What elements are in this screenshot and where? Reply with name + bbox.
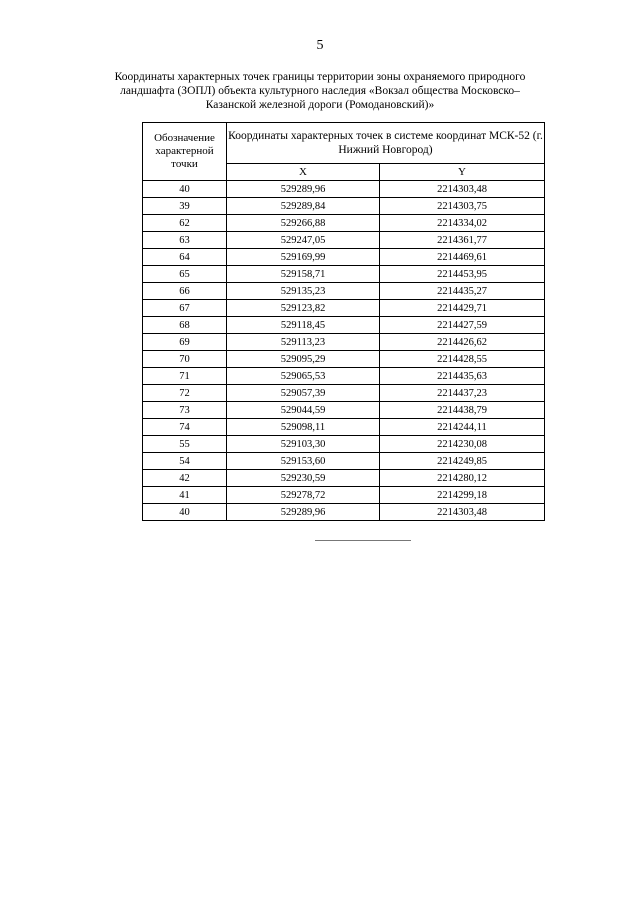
table-row xyxy=(143,453,545,470)
y-cell: 2214303,75 xyxy=(380,198,545,215)
x-cell: 529098,11 xyxy=(227,419,380,436)
x-cell: 529230,59 xyxy=(227,470,380,487)
y-cell: 2214299,18 xyxy=(380,487,545,504)
point-cell: 71 xyxy=(143,368,227,385)
x-cell: 529095,29 xyxy=(227,351,380,368)
point-cell: 54 xyxy=(143,453,227,470)
y-cell: 2214230,08 xyxy=(380,436,545,453)
point-cell: 67 xyxy=(143,300,227,317)
x-cell: 529289,96 xyxy=(227,504,380,521)
end-divider xyxy=(315,540,411,541)
table-row xyxy=(143,402,545,419)
x-cell: 529065,53 xyxy=(227,368,380,385)
x-cell: 529169,99 xyxy=(227,249,380,266)
point-cell: 70 xyxy=(143,351,227,368)
y-cell: 2214427,59 xyxy=(380,317,545,334)
point-cell: 42 xyxy=(143,470,227,487)
y-cell: 2214438,79 xyxy=(380,402,545,419)
table-row xyxy=(143,317,545,334)
y-cell: 2214303,48 xyxy=(380,504,545,521)
point-cell: 62 xyxy=(143,215,227,232)
y-cell: 2214437,23 xyxy=(380,385,545,402)
table-row xyxy=(143,334,545,351)
x-cell: 529289,84 xyxy=(227,198,380,215)
table-row xyxy=(143,266,545,283)
table-row xyxy=(143,487,545,504)
x-cell: 529153,60 xyxy=(227,453,380,470)
y-cell: 2214244,11 xyxy=(380,419,545,436)
point-cell: 69 xyxy=(143,334,227,351)
x-cell: 529289,96 xyxy=(227,181,380,198)
point-cell: 40 xyxy=(143,504,227,521)
point-cell: 73 xyxy=(143,402,227,419)
document-title: Координаты характерных точек границы территории зоны охраняемого природного ландшафта (ЗОПЛ) объекта культурного наследия «Вокзал общества Московско–Казанской железной дороги (Ромодановский)» xyxy=(114,71,526,111)
point-cell: 66 xyxy=(143,283,227,300)
x-cell: 529103,30 xyxy=(227,436,380,453)
table-row xyxy=(143,300,545,317)
x-cell: 529158,71 xyxy=(227,266,380,283)
y-cell: 2214426,62 xyxy=(380,334,545,351)
y-cell: 2214303,48 xyxy=(380,181,545,198)
page-number: 5 xyxy=(316,38,324,53)
header-point: Обозначение характерной точки xyxy=(143,123,227,181)
header-y: Y xyxy=(380,164,545,181)
table-row xyxy=(143,215,545,232)
x-cell: 529118,45 xyxy=(227,317,380,334)
y-cell: 2214429,71 xyxy=(380,300,545,317)
point-cell: 68 xyxy=(143,317,227,334)
x-cell: 529123,82 xyxy=(227,300,380,317)
point-cell: 40 xyxy=(143,181,227,198)
y-cell: 2214453,95 xyxy=(380,266,545,283)
header-x: X xyxy=(227,164,380,181)
header-coordinates: Координаты характерных точек в системе координат МСК-52 (г. Нижний Новгород) xyxy=(227,123,545,164)
table-row xyxy=(143,436,545,453)
point-cell: 74 xyxy=(143,419,227,436)
table-row xyxy=(143,181,545,198)
x-cell: 529044,59 xyxy=(227,402,380,419)
table-row xyxy=(143,351,545,368)
point-cell: 72 xyxy=(143,385,227,402)
x-cell: 529247,05 xyxy=(227,232,380,249)
x-cell: 529266,88 xyxy=(227,215,380,232)
y-cell: 2214361,77 xyxy=(380,232,545,249)
x-cell: 529278,72 xyxy=(227,487,380,504)
y-cell: 2214428,55 xyxy=(380,351,545,368)
table-row xyxy=(143,470,545,487)
x-cell: 529057,39 xyxy=(227,385,380,402)
table-body xyxy=(143,181,545,521)
y-cell: 2214280,12 xyxy=(380,470,545,487)
point-cell: 55 xyxy=(143,436,227,453)
table-row xyxy=(143,504,545,521)
table-row xyxy=(143,368,545,385)
point-cell: 64 xyxy=(143,249,227,266)
table-row xyxy=(143,385,545,402)
point-cell: 39 xyxy=(143,198,227,215)
y-cell: 2214435,63 xyxy=(380,368,545,385)
table-row xyxy=(143,249,545,266)
coordinates-table xyxy=(142,122,545,521)
table-row xyxy=(143,198,545,215)
y-cell: 2214469,61 xyxy=(380,249,545,266)
x-cell: 529135,23 xyxy=(227,283,380,300)
table-row xyxy=(143,283,545,300)
point-cell: 65 xyxy=(143,266,227,283)
y-cell: 2214334,02 xyxy=(380,215,545,232)
y-cell: 2214435,27 xyxy=(380,283,545,300)
point-cell: 63 xyxy=(143,232,227,249)
table-row xyxy=(143,419,545,436)
table-row xyxy=(143,232,545,249)
x-cell: 529113,23 xyxy=(227,334,380,351)
point-cell: 41 xyxy=(143,487,227,504)
y-cell: 2214249,85 xyxy=(380,453,545,470)
